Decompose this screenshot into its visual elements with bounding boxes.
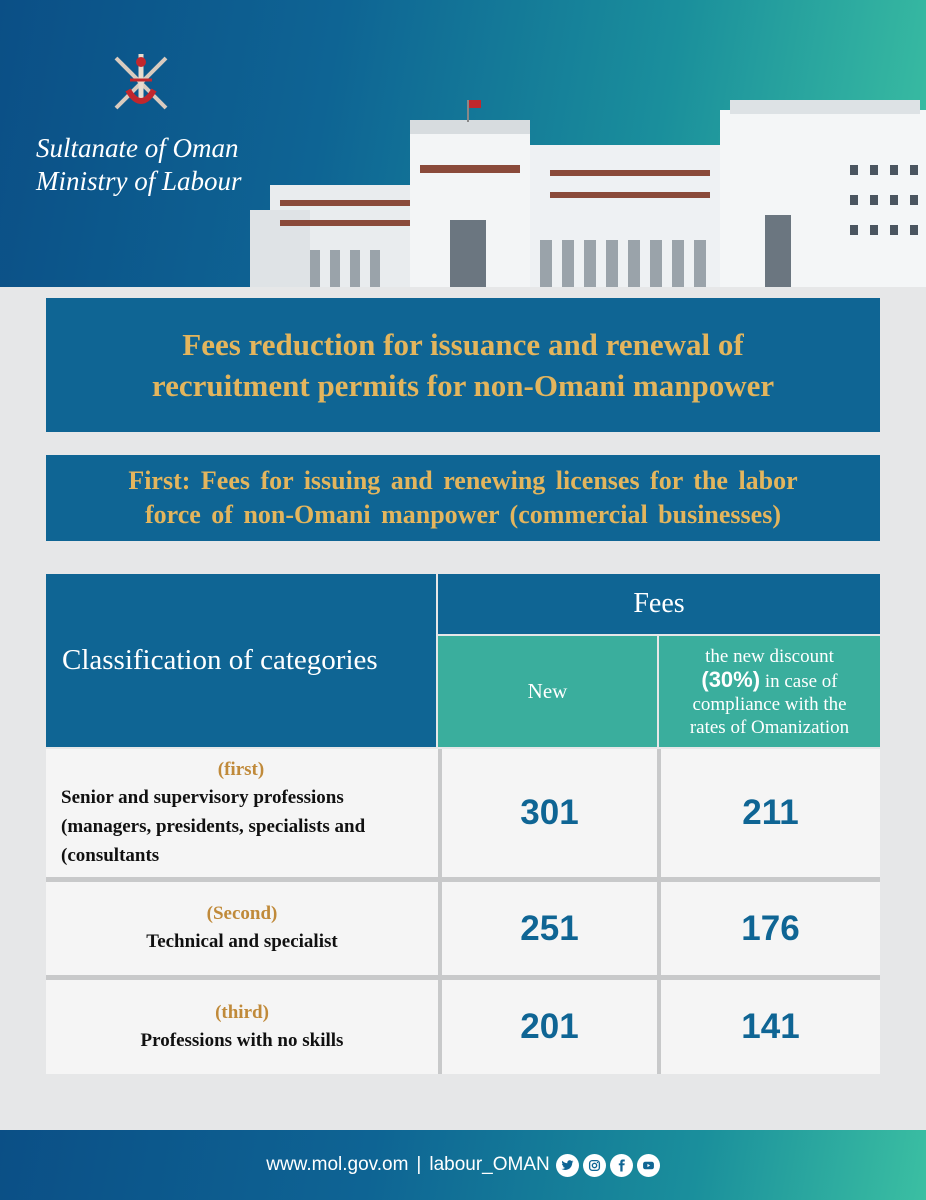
- category-cell-third: [46, 980, 438, 1074]
- footer-separator: |: [416, 1154, 422, 1175]
- org-line-1: Sultanate of Oman: [36, 133, 239, 163]
- discount-line-2-rest: in case of: [764, 670, 838, 692]
- title-line-1: Fees reduction for issuance and renewal of: [182, 327, 744, 362]
- discount-line-3: compliance with the: [692, 693, 847, 715]
- new-fee-value: 201: [438, 980, 657, 1074]
- new-fee-header: New: [438, 636, 657, 747]
- category-desc-line: Senior and supervisory professions: [61, 786, 344, 808]
- discount-fee-value: 141: [657, 980, 880, 1074]
- page-title: [152, 324, 774, 406]
- organization-title: [36, 132, 242, 198]
- discount-line-2: [701, 668, 837, 693]
- category-desc-line: (consultants: [61, 844, 160, 866]
- subtitle-line-1: First: Fees for issuing and renewing licenses for the labor: [128, 466, 798, 495]
- instagram-icon[interactable]: [583, 1154, 606, 1177]
- website-link[interactable]: www.mol.gov.om: [266, 1154, 409, 1175]
- discount-fee-value: 176: [657, 882, 880, 980]
- section-subtitle: [128, 464, 797, 532]
- new-fee-value: 301: [438, 749, 657, 882]
- youtube-icon[interactable]: [637, 1154, 660, 1177]
- social-icons: [556, 1154, 660, 1177]
- ministry-building-illustration: [250, 90, 926, 287]
- org-line-2: Ministry of Labour: [36, 166, 242, 196]
- classification-header: Classification of categories: [46, 574, 436, 747]
- facebook-icon[interactable]: [610, 1154, 633, 1177]
- category-label: (third): [215, 1001, 269, 1023]
- category-desc-line: (managers, presidents, specialists and: [61, 815, 366, 837]
- discount-header: [659, 636, 880, 747]
- subtitle-line-2: force of non-Omani manpower (commercial businesses): [144, 500, 781, 529]
- header-banner: [0, 0, 926, 287]
- category-label: (Second): [206, 903, 278, 924]
- discount-line-1: the new discount: [705, 645, 834, 667]
- category-desc-line: Technical and specialist: [146, 931, 338, 952]
- main-title-box: [46, 298, 880, 432]
- discount-percent: (30%): [701, 666, 761, 692]
- title-line-2: recruitment permits for non-Omani manpower: [151, 368, 775, 403]
- discount-fee-value: 211: [657, 749, 880, 882]
- social-handle[interactable]: labour_OMAN: [429, 1154, 550, 1175]
- oman-emblem-icon: [106, 50, 176, 120]
- category-cell-second: [46, 882, 438, 980]
- footer-bar: [0, 1130, 926, 1200]
- section-subtitle-box: [46, 455, 880, 541]
- discount-line-4: rates of Omanization: [689, 716, 850, 738]
- fees-header: Fees: [438, 574, 880, 634]
- category-label: (first): [217, 758, 265, 780]
- twitter-icon[interactable]: [556, 1154, 579, 1177]
- new-fee-value: 251: [438, 882, 657, 980]
- category-desc-line: Professions with no skills: [140, 1029, 344, 1051]
